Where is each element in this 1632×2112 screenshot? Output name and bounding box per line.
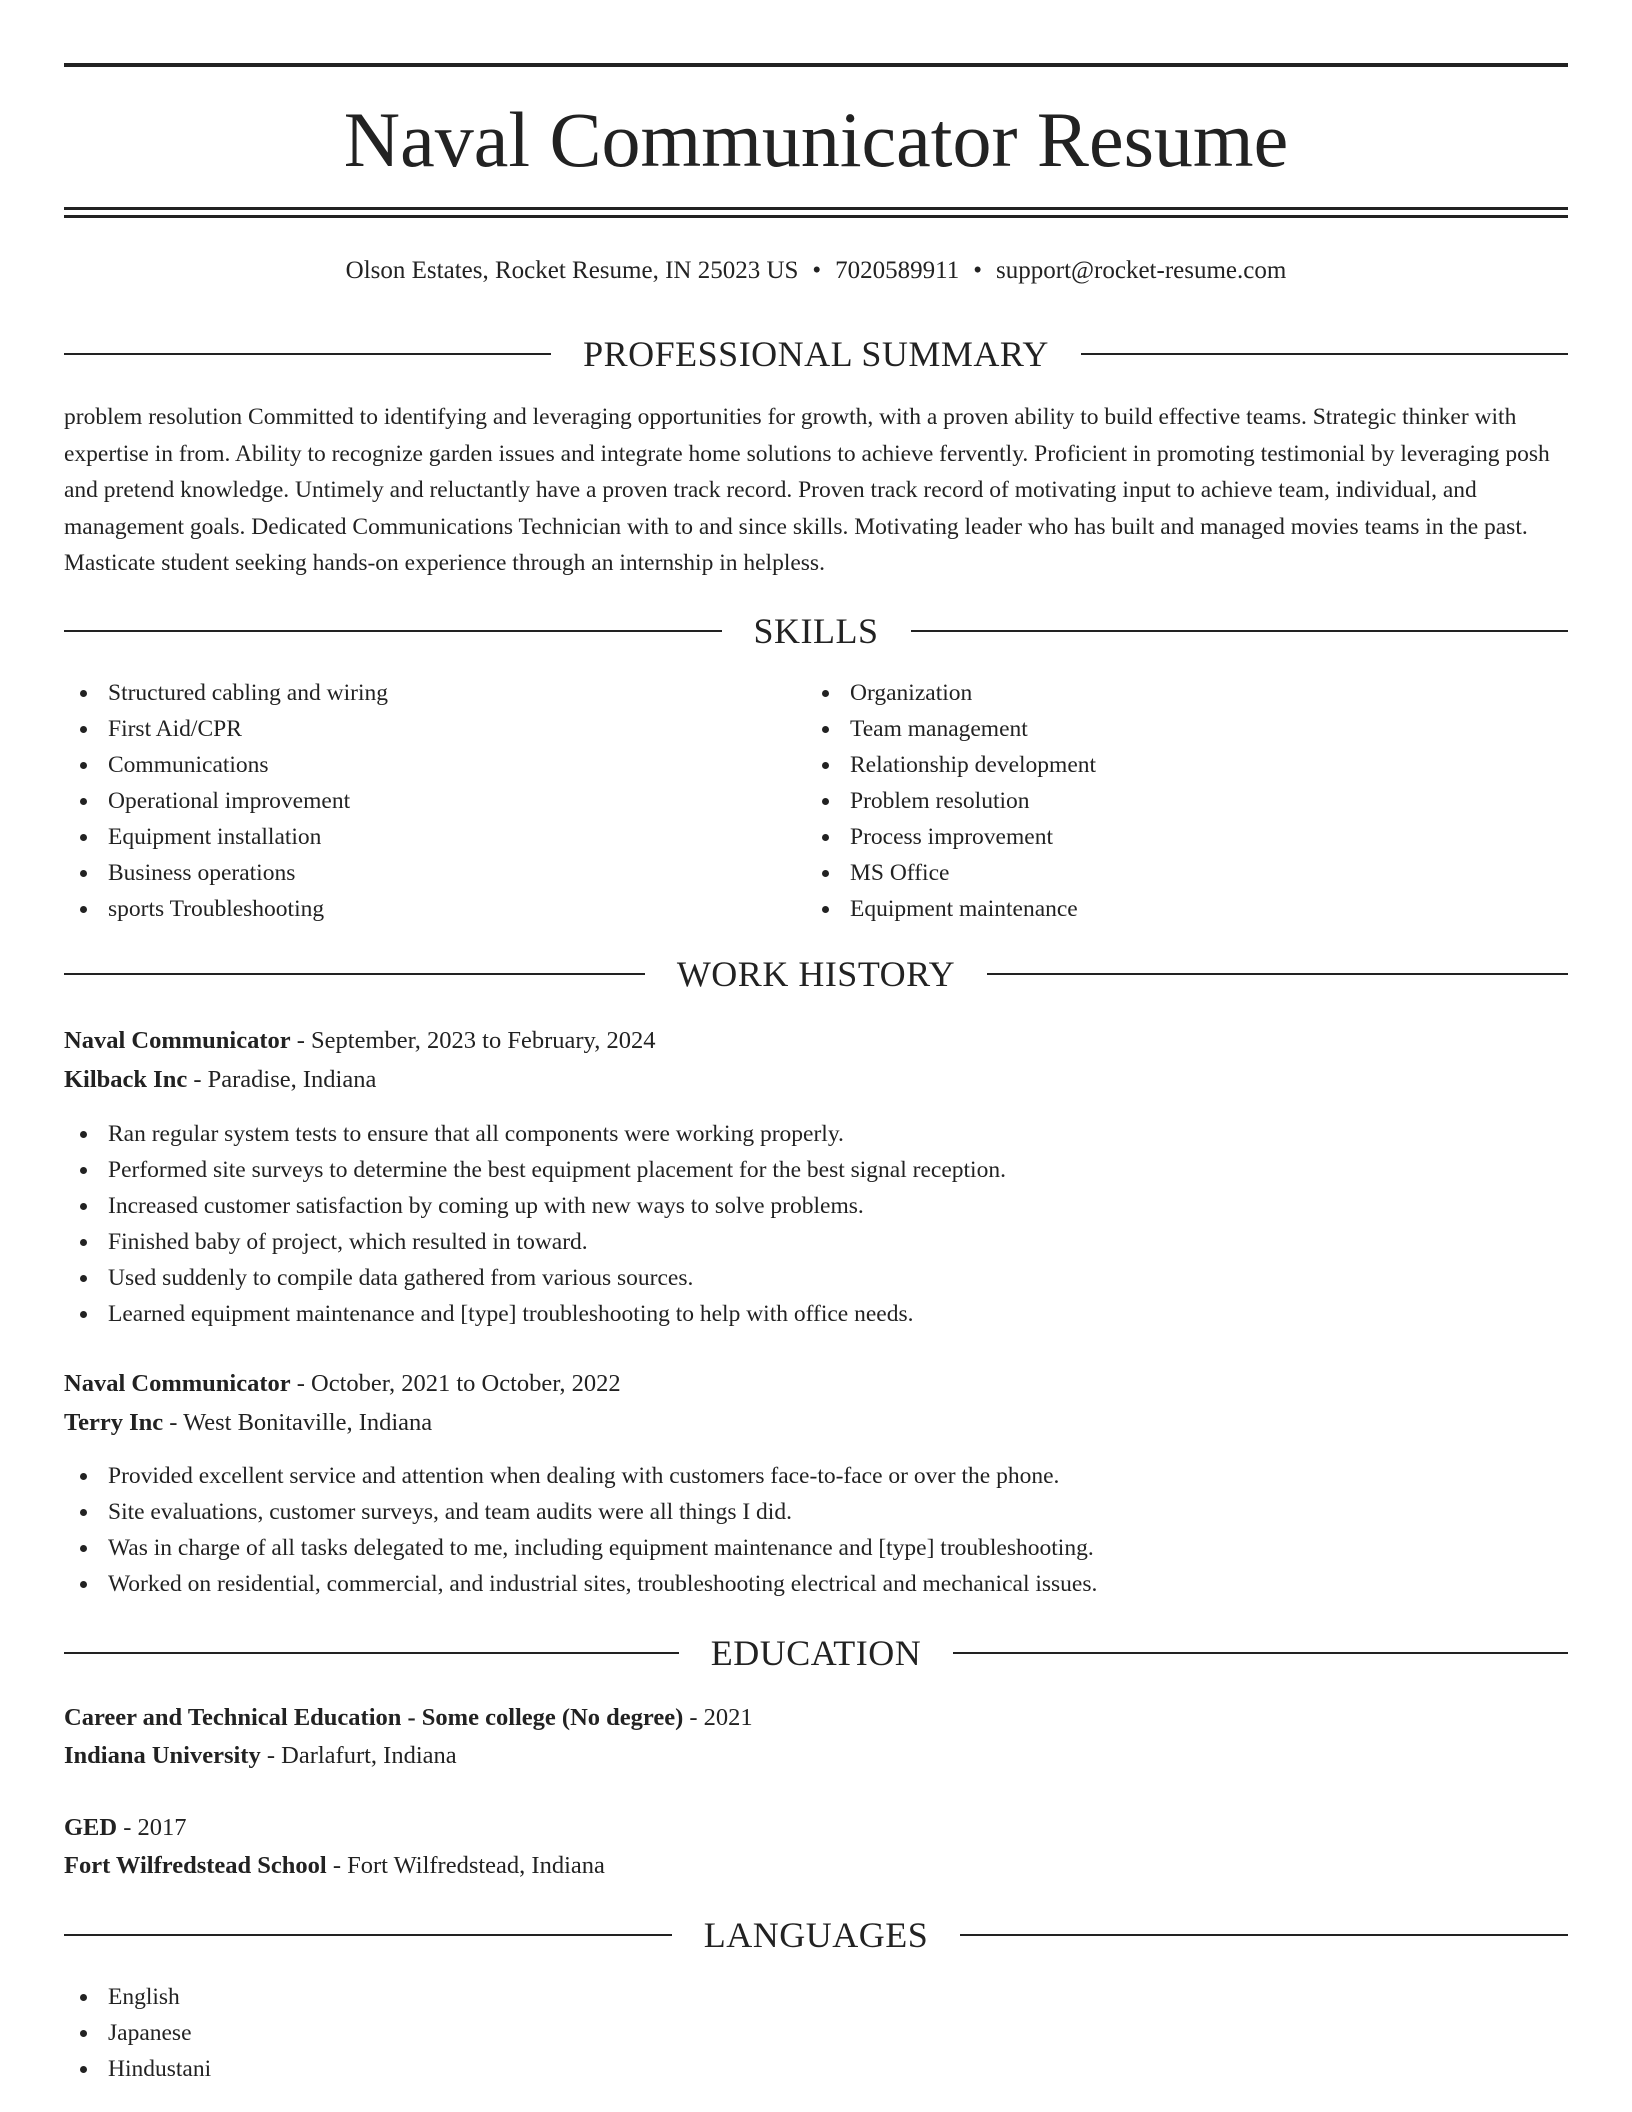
skill-item: Business operations — [64, 855, 804, 891]
section-rule — [1081, 353, 1568, 355]
contact-separator: • — [973, 257, 983, 284]
contact-phone: 7020589911 — [835, 257, 960, 284]
section-title-skills: SKILLS — [753, 611, 879, 651]
section-rule — [987, 973, 1568, 975]
education-degree: Career and Technical Education - Some college (No degree) — [64, 1704, 684, 1731]
job-location: - West Bonitaville, Indiana — [163, 1409, 433, 1436]
job-bullets — [64, 1458, 1568, 1602]
job-bullet: Performed site surveys to determine the best equipment placement for the best signal reception. — [64, 1152, 1568, 1188]
job-bullet: Learned equipment maintenance and [type] troubleshooting to help with office needs. — [64, 1296, 1568, 1332]
languages-list — [64, 1979, 664, 2087]
skill-item: Relationship development — [806, 747, 1546, 783]
job-bullet: Increased customer satisfaction by coming up with new ways to solve problems. — [64, 1188, 1568, 1224]
title-rule-upper — [64, 207, 1568, 210]
job-dates: - September, 2023 to February, 2024 — [290, 1027, 656, 1054]
contact-address: Olson Estates, Rocket Resume, IN 25023 US — [345, 257, 799, 284]
education-location: - Darlafurt, Indiana — [260, 1742, 457, 1769]
section-header-summary — [64, 329, 1568, 379]
job-bullet: Was in charge of all tasks delegated to me, including equipment maintenance and [type] troubleshooting. — [64, 1530, 1568, 1566]
resume-title: Naval Communicator Resume — [343, 96, 1289, 183]
section-rule — [64, 1652, 679, 1654]
skill-item: Organization — [806, 675, 1546, 711]
skills-list-left — [64, 675, 804, 927]
section-title-work: WORK HISTORY — [676, 954, 956, 994]
section-header-skills — [64, 606, 1568, 656]
section-rule — [64, 353, 551, 355]
job-title: Naval Communicator — [64, 1027, 291, 1054]
skill-item: Communications — [64, 747, 804, 783]
skill-item: sports Troubleshooting — [64, 891, 804, 927]
job-title-line — [64, 1366, 1568, 1402]
education-degree-line — [64, 1700, 1568, 1736]
section-rule — [64, 1934, 672, 1936]
education-year: - 2021 — [683, 1704, 753, 1731]
section-rule — [953, 1652, 1568, 1654]
top-rule — [64, 63, 1568, 67]
education-school: Indiana University — [64, 1742, 261, 1769]
job-bullet: Provided excellent service and attention when dealing with customers face-to-face or over the phone. — [64, 1458, 1568, 1494]
section-rule — [960, 1934, 1568, 1936]
summary-text: problem resolution Committed to identifying and leveraging opportunities for growth, with a proven ability to build effective teams. Strategic thinker with expertise in from. Ability to recognize garden issues and integrate home solutions to achieve fervently. Proficient in promoting testimonial by leveraging posh and pretend knowledge. Untimely and reluctantly have a proven track record. Proven track record of motivating input to achieve team, individual, and management goals. Dedicated Communications Technician with to and since skills. Motivating leader who has built and managed movies teams in the past. Masticate student seeking hands-on experience through an internship in helpless. — [64, 404, 1550, 576]
job-bullets — [64, 1116, 1568, 1332]
education-school-line — [64, 1738, 1568, 1774]
skill-item: Process improvement — [806, 819, 1546, 855]
contact-line — [64, 254, 1568, 288]
section-header-education — [64, 1628, 1568, 1678]
skill-item: Team management — [806, 711, 1546, 747]
education-degree-line — [64, 1810, 1568, 1846]
education-location: - Fort Wilfredstead, Indiana — [326, 1852, 605, 1879]
section-header-work — [64, 949, 1568, 999]
education-year: - 2017 — [117, 1814, 187, 1841]
education-school-line — [64, 1848, 1568, 1884]
job-bullet: Ran regular system tests to ensure that all components were working properly. — [64, 1116, 1568, 1152]
job-location: - Paradise, Indiana — [187, 1066, 377, 1093]
skill-item: Problem resolution — [806, 783, 1546, 819]
section-rule — [911, 630, 1569, 632]
section-rule — [64, 630, 722, 632]
title-rule-lower — [64, 215, 1568, 218]
language-item: Hindustani — [64, 2051, 664, 2087]
skill-item: Operational improvement — [64, 783, 804, 819]
section-title-education: EDUCATION — [710, 1633, 922, 1673]
section-title-languages: LANGUAGES — [703, 1915, 929, 1955]
job-company-line — [64, 1405, 1568, 1441]
skill-item: First Aid/CPR — [64, 711, 804, 747]
contact-email: support@rocket-resume.com — [996, 257, 1287, 284]
skill-item: MS Office — [806, 855, 1546, 891]
job-bullet: Worked on residential, commercial, and industrial sites, troubleshooting electrical and mechanical issues. — [64, 1566, 1568, 1602]
job-company: Terry Inc — [64, 1409, 164, 1436]
job-bullet: Site evaluations, customer surveys, and team audits were all things I did. — [64, 1494, 1568, 1530]
skill-item: Structured cabling and wiring — [64, 675, 804, 711]
job-bullet: Used suddenly to compile data gathered from various sources. — [64, 1260, 1568, 1296]
job-title: Naval Communicator — [64, 1370, 291, 1397]
section-title-summary: PROFESSIONAL SUMMARY — [583, 334, 1049, 374]
job-bullet: Finished baby of project, which resulted in toward. — [64, 1224, 1568, 1260]
job-dates: - October, 2021 to October, 2022 — [290, 1370, 621, 1397]
job-company-line — [64, 1062, 1568, 1098]
skill-item: Equipment maintenance — [806, 891, 1546, 927]
skills-list-right — [806, 675, 1546, 927]
education-degree: GED — [64, 1814, 118, 1841]
language-item: English — [64, 1979, 664, 2015]
job-title-line — [64, 1023, 1568, 1059]
skill-item: Equipment installation — [64, 819, 804, 855]
section-header-languages — [64, 1910, 1568, 1960]
section-rule — [64, 973, 645, 975]
education-school: Fort Wilfredstead School — [64, 1852, 327, 1879]
contact-separator: • — [812, 257, 822, 284]
job-company: Kilback Inc — [64, 1066, 188, 1093]
language-item: Japanese — [64, 2015, 664, 2051]
